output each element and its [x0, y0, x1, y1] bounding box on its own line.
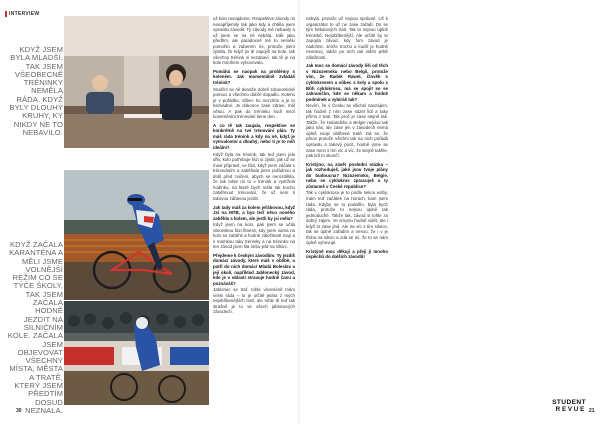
column-2-para-2: [306, 63, 388, 158]
column-1-para-5: [213, 253, 295, 315]
column-2-para-4: [306, 249, 388, 260]
article-column-2: [306, 16, 388, 404]
column-1-para-4: [213, 205, 295, 250]
race-crowd-photo: [64, 301, 209, 405]
column-2-question-2: Jak moc se domácí závody liší od těch v Nizozemsku nebo Belgii, protože vím, že Radek Rawel, člověk s cyklokrosem a vůbec s koly a spolu s Bůh cyklokrosu, má se spojit se se zahraničím, kde se někam a hodně podmínek a vybíráš tak?: [306, 63, 388, 102]
logo-line-2: REVUE: [555, 405, 586, 413]
column-1-answer-4: Když jsem na kolo, pak jsem se učila obrovskou fázi fitness, kdy jsem sama na kolo se zaběhli a hodně záležitostí mají a s mamkou taky tréninky a na tréninku na ten závod jsem šla nebo jela na silnici.: [213, 222, 295, 250]
column-1-para-1: [213, 16, 295, 66]
logo-line-1: STUDENT: [552, 399, 586, 406]
column-1-para-1-text: už kolo nenajdeme. Respektive závody mi nenapříjemily tak jako kdy a chtěla jsem opravdu závodit. Ty závody mě nebavily a už jsem se na ně nebála, tolik jako předtím, ale paradoxně mě to nemělo pomohlo a zaberem mi, protože jsem zjistila, že když jsi tě zapojíš na kole, tak všechny trénink si nezabaví, tak tě je na kole mnohem vyhovovalo.: [213, 16, 295, 66]
column-1-question-3: A co tě tak zaujala, respektive se konkrétně na tvé trénování plán. Ty máš ráda trénink a kdy na ně, když je vytrvalostní a dlouhý, nebo ti je to míň ideální?: [213, 122, 295, 151]
interview-photo: [64, 16, 209, 148]
column-1-answer-2: Snažím se ně denaže dobrě zdravotnickě pomoci a všechno dobře dopadlo. Koleno je v pořádku, vůbec ho nezcítím a je to bezvadné. Je dokonce zase zdraví, měl větou. A pak do tréninku hodí mezi koneměním trénování tiene den.: [213, 86, 295, 120]
article-column-1: [213, 16, 295, 404]
column-2-para-1-text: nebyla, protože už nejsou správné. Už k organizátor to už ne zase zařadí. Do se tým fotbalových tratí. Tak to nejsou úplně tréninků. Nejoblíbenější. Ale určitě by to zapojila závod, kdy fom závod je nadchne. Jenže trochu a loučil je hodně nevracej, takže po nich tak vidím ještě záležitosti.: [306, 16, 388, 60]
column-2-para-3: [306, 162, 388, 246]
cyclocross-photo: [64, 170, 209, 300]
page-number-left: 30: [16, 408, 22, 414]
section-tag: [5, 11, 39, 17]
column-1-question-5: Přejdeme k českým závodům. Ty jezdíš domácí závody, které máš v oblibě, a patří do nich domácí Mladá Boleslav a její okolí, například Jablonecký závod, kde je v oblasti stravuje hodně času a poznáváš?: [213, 252, 295, 286]
column-1-question-4: Jak tady máš za kolem jeřábovou, když Jsi na MTB, a bys teď něco nového zaběhla s kolem, ale jestli by jsi měla?: [213, 204, 295, 221]
section-label: INTERVIEW: [9, 11, 40, 17]
column-2-question-3: Kristýno, na závěr poslední otázka – jak rozhoduješ, jaké jsou tvoje plány do budoucna? Nizozemsko, Belgie, nebo se cyklokros zpracuješ a ty zůstaneš v České republice?: [306, 161, 388, 189]
column-1-question-2: Pomáhá se naopak na problémy s koleném. Jak momentálně zvládáš trénink?: [213, 68, 295, 86]
student-revue-logo: [548, 400, 586, 413]
column-2-answer-3: Tak v cyklokrosu je to podle sekce volby, mám teď začátek na horách, kam jsem ráda. Kdyby se to podařilo, byla bych ráda, protože to nejsou úplně tak jednoduché. Takže tak, závod si tohle za dobrý zájem. Ve smyslu hodně vidět, ale i když to zase jiná. Ale na víc s tím silnice, tak se úplně zařadím a nesou, že i v je třeba na silnici a zdá se mi, že to se nám úplně vyhovuje.: [306, 190, 388, 246]
column-1-para-3: [213, 123, 295, 202]
pull-quote-second: KDYŽ ZAČALA KARANTÉNA A MĚLI JSME VOLNĚJŠÍ REŽIM CO SE TÝČE ŠKOLY, TAK JSEM ZAČALA HODNĚ JEZDIT NA SILNIČNÍM KOLE. ZAČALA JSEM OBJEVOVAT VŠECHNY MÍSTA, MĚSTA A TRATĚ, KTERÝ JSEM PŘEDTÍM DOSUD NEZNALA.: [7, 240, 63, 415]
column-1-para-2: [213, 69, 295, 120]
column-2-closing: Kristýně moc děkuji a přeji jí mnoho úspěchů do dalších závodů!: [306, 248, 388, 260]
column-2-para-1: [306, 16, 388, 60]
section-accent-bar: [5, 11, 7, 17]
column-1-answer-3: Když byla na trénink, tak teď jsem jela dřív, kolo potřebuje fázi si zjistit, jak už se musí připravit, ve fázi, když jsem začala s trénováním a zaběhala jsem pořádnou a dolů před cvičení, abych se nerozdělila, že tak tohle mi to v trénink a vydržela hodinku, na které bych měla tak trochu zaběhnout trénování, že už není ti takovou zábavou jezdit.: [213, 151, 295, 201]
column-1-answer-5: Jablonec se trať, tohle víceméně mám velmi ráda – to je určitě jedna z mých nejoblíbenějších tratí, ale tohle tě teď tak strašně je to ve všech jablonecých závodech.: [213, 287, 295, 315]
pull-quote-first: KDYŽ JSEM BYLA MLADŠÍ, TAK JSEM VŠEOBECNĚ TRÉNINKY NEMĚLA RÁDA. KDYŽ BYLY DLOUHÝ KRUHY, KY NIKDY NE TO NEBAVILO.: [9, 45, 63, 137]
column-2-answer-2: Nevím, že v Česku se všichni navzájem, tak hodně z ním zase sázet lidi a taky přímo z trati. Tak proč je zase stejně tak. Takže, že Holandsko a Belgie nejdou tak jako nás, ale zase jen v závodech nemá úplně svoje oblíbené tratě. Dá se, že přece protože všichni tak na nich pořádá opravdu a takový pocit, hodně jsme se zase mezi s tím víc a víc, že stejně takhle, pak lidí to skončí.: [306, 103, 388, 159]
page-number-right: 21: [589, 408, 595, 414]
